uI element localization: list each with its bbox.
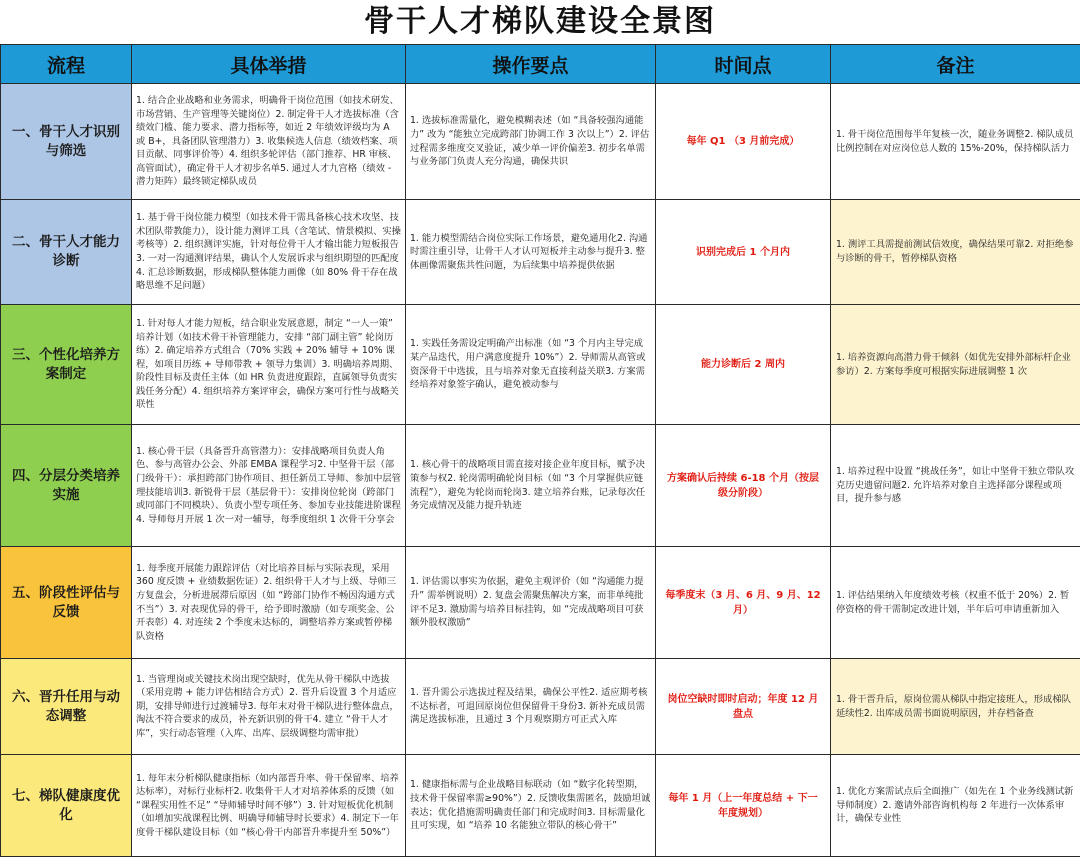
stage-cell: 五、阶段性评估与反馈 (1, 547, 132, 659)
measures-cell: 1. 结合企业战略和业务需求，明确骨干岗位范围（如技术研发、市场营销、生产管理等关键岗位）2. 制定骨干人才选拔标准（含绩效门槛、能力要求、潜力指标等，如近 2 年绩效评级均为 A 或 B+，具备团队管理潜力）3. 收集候选人信息（绩效档案、项目贡献、同事评价等）4. 组织多轮评估（部门推荐、HR 审核、高管面试），确定骨干人才初步名单5. 通过人才九宫格（绩效 - 潜力矩阵）最终锁定梯队成员 (132, 84, 406, 200)
key-points-cell: 1. 选拔标准需量化，避免模糊表述（如 “具备较强沟通能力” 改为 “能独立完成跨部门协调工作 3 次以上”）2. 评估过程需多维度交叉验证，减少单一评价偏差3. 初步名单需与业务部门负责人充分沟通，确保共识 (406, 84, 656, 200)
table-row (1, 305, 1080, 425)
notes-cell: 1. 评估结果纳入年度绩效考核（权重不低于 20%）2. 暂停资格的骨干需制定改进计划，半年后可申请重新加入 (831, 547, 1080, 659)
notes-cell: 1. 优化方案需试点后全面推广（如先在 1 个业务线测试新导师制度）2. 邀请外部咨询机构每 2 年进行一次体系审计，确保专业性 (831, 755, 1080, 857)
key-points-cell: 1. 能力模型需结合岗位实际工作场景，避免通用化2. 沟通时需注重引导，让骨干人才认可短板并主动参与提升3. 整体画像需聚焦共性问题，为后续集中培养提供依据 (406, 200, 656, 305)
time-cell: 每年 Q1 （3 月前完成） (656, 84, 831, 200)
stage-cell: 四、分层分类培养实施 (1, 425, 132, 547)
header-key-points: 操作要点 (406, 45, 656, 84)
page-title: 骨干人才梯队建设全景图 (364, 4, 716, 39)
time-cell: 每季度末（3 月、6 月、9 月、12 月） (656, 547, 831, 659)
table-row (1, 659, 1080, 755)
stage-cell: 六、晋升任用与动态调整 (1, 659, 132, 755)
stage-cell: 一、骨干人才识别与筛选 (1, 84, 132, 200)
measures-cell: 1. 每季度开展能力跟踪评估（对比培养目标与实际表现，采用 360 度反馈 + 业绩数据佐证）2. 组织骨干人才与上级、导师三方复盘会，分析进展滞后原因（如 “跨部门协作不畅因沟通方式不当”）3. 对表现优异的骨干，给予即时激励（如专项奖金、公开表彰）4. 对连续 2 个季度未达标的，调整培养方案或暂停梯队资格 (132, 547, 406, 659)
header-row (1, 45, 1080, 84)
key-points-cell: 1. 评估需以事实为依据，避免主观评价（如 “沟通能力提升” 需举例说明）2. 复盘会需聚焦解决方案，而非单纯批评不足3. 激励需与培养目标挂钩，如 “完成战略项目可获额外股权激励” (406, 547, 656, 659)
notes-cell: 1. 骨干晋升后，原岗位需从梯队中指定接班人，形成梯队延续性2. 出库成员需书面说明原因，并存档备查 (831, 659, 1080, 755)
notes-cell: 1. 培养资源向高潜力骨干倾斜（如优先安排外部标杆企业参访）2. 方案每季度可根据实际进展调整 1 次 (831, 305, 1080, 425)
table-row (1, 547, 1080, 659)
notes-cell: 1. 测评工具需提前测试信效度，确保结果可靠2. 对拒绝参与诊断的骨干，暂停梯队资格 (831, 200, 1080, 305)
table-row (1, 200, 1080, 305)
key-points-cell: 1. 健康指标需与企业战略目标联动（如 “数字化转型期，技术骨干保留率需≥90%”）2. 反馈收集需匿名，鼓励坦诚表达；优化措施需明确责任部门和完成时间3. 目标需量化且可实现，如 “培养 10 名能独立带队的核心骨干” (406, 755, 656, 857)
header-measures: 具体举措 (132, 45, 406, 84)
notes-cell: 1. 培养过程中设置 “挑战任务”，如让中坚骨干独立带队攻克历史遗留问题2. 允许培养对象自主选择部分课程或项目，提升参与感 (831, 425, 1080, 547)
header-notes: 备注 (831, 45, 1080, 84)
measures-cell: 1. 核心骨干层（具备晋升高管潜力）：安排战略项目负责人角色、参与高管办公会、外部 EMBA 课程学习2. 中坚骨干层（部门级骨干）：承担跨部门协作项目、担任新员工导师、参加中层管理技能培训3. 新锐骨干层（基层骨干）：安排岗位轮岗（跨部门或同部门不同模块）、负责小型专项任务、参加专业技能进阶课程4. 导师每月开展 1 次一对一辅导，每季度组织 1 次骨干分享会 (132, 425, 406, 547)
measures-cell: 1. 基于骨干岗位能力模型（如技术骨干需具备核心技术攻坚、技术团队带教能力），设计能力测评工具（含笔试、情景模拟、实操考核等）2. 组织测评实施，针对每位骨干人才输出能力短板报告3. 一对一沟通测评结果，确认个人发展诉求与组织期望的匹配度4. 汇总诊断数据，形成梯队整体能力画像（如 80% 骨干存在战略思维不足问题） (132, 200, 406, 305)
time-cell: 能力诊断后 2 周内 (656, 305, 831, 425)
header-process: 流程 (1, 45, 132, 84)
key-points-cell: 1. 核心骨干的战略项目需直接对接企业年度目标，赋予决策参与权2. 轮岗需明确轮岗目标（如 “3 个月掌握供应链流程”），避免为轮岗而轮岗3. 建立培养台账，记录每次任务完成情况及能力提升轨迹 (406, 425, 656, 547)
talent-pipeline-table (0, 44, 1080, 857)
time-cell: 识别完成后 1 个月内 (656, 200, 831, 305)
time-cell: 方案确认后持续 6-18 个月（按层级分阶段） (656, 425, 831, 547)
stage-cell: 七、梯队健康度优化 (1, 755, 132, 857)
measures-cell: 1. 当管理岗或关键技术岗出现空缺时，优先从骨干梯队中选拔（采用竞聘 + 能力评估相结合方式）2. 晋升后设置 3 个月适应期，安排导师进行过渡辅导3. 每年末对骨干梯队进行整体盘点，淘汰不符合要求的成员，补充新识别的骨干4. 建立 “骨干人才库”，实行动态管理（入库、出库、层级调整均需审批） (132, 659, 406, 755)
table-row (1, 84, 1080, 200)
measures-cell: 1. 针对每人才能力短板，结合职业发展意愿，制定 “一人一策” 培养计划（如技术骨干补管理能力，安排 “部门副主管” 轮岗历练）2. 确定培养方式组合（70% 实践 + 20% 辅导 + 10% 课程，如项目历练 + 导师带教 + 领导力集训）3. 明确培养周期、阶段性目标及责任主体（如 HR 负责进度跟踪，直属领导负责实践任务分配）4. 组织培养方案评审会，确保方案可行性与战略关联性 (132, 305, 406, 425)
key-points-cell: 1. 实践任务需设定明确产出标准（如 “3 个月内主导完成某产品迭代，用户满意度提升 10%”）2. 导师需从高管或资深骨干中选拔，且与培养对象无直接利益关联3. 方案需经培养对象签字确认，避免被动参与 (406, 305, 656, 425)
header-time: 时间点 (656, 45, 831, 84)
table-row (1, 755, 1080, 857)
time-cell: 岗位空缺时即时启动；年度 12 月盘点 (656, 659, 831, 755)
measures-cell: 1. 每年末分析梯队健康指标（如内部晋升率、骨干保留率、培养达标率），对标行业标杆2. 收集骨干人才对培养体系的反馈（如 “课程实用性不足” “导师辅导时间不够”）3. 针对短板优化机制（如增加实战课程比例、明确导师辅导时长要求）4. 制定下一年度骨干梯队建设目标（如 “核心骨干内部晋升率提升至 50%”） (132, 755, 406, 857)
stage-cell: 三、个性化培养方案制定 (1, 305, 132, 425)
notes-cell: 1. 骨干岗位范围每半年复核一次，随业务调整2. 梯队成员比例控制在对应岗位总人数的 15%-20%，保持梯队活力 (831, 84, 1080, 200)
key-points-cell: 1. 晋升需公示选拔过程及结果，确保公平性2. 适应期考核不达标者，可退回原岗位但保留骨干身份3. 新补充成员需满足选拔标准，且通过 3 个月观察期方可正式入库 (406, 659, 656, 755)
time-cell: 每年 1 月（上一年度总结 + 下一年度规划） (656, 755, 831, 857)
stage-cell: 二、骨干人才能力诊断 (1, 200, 132, 305)
table-row (1, 425, 1080, 547)
